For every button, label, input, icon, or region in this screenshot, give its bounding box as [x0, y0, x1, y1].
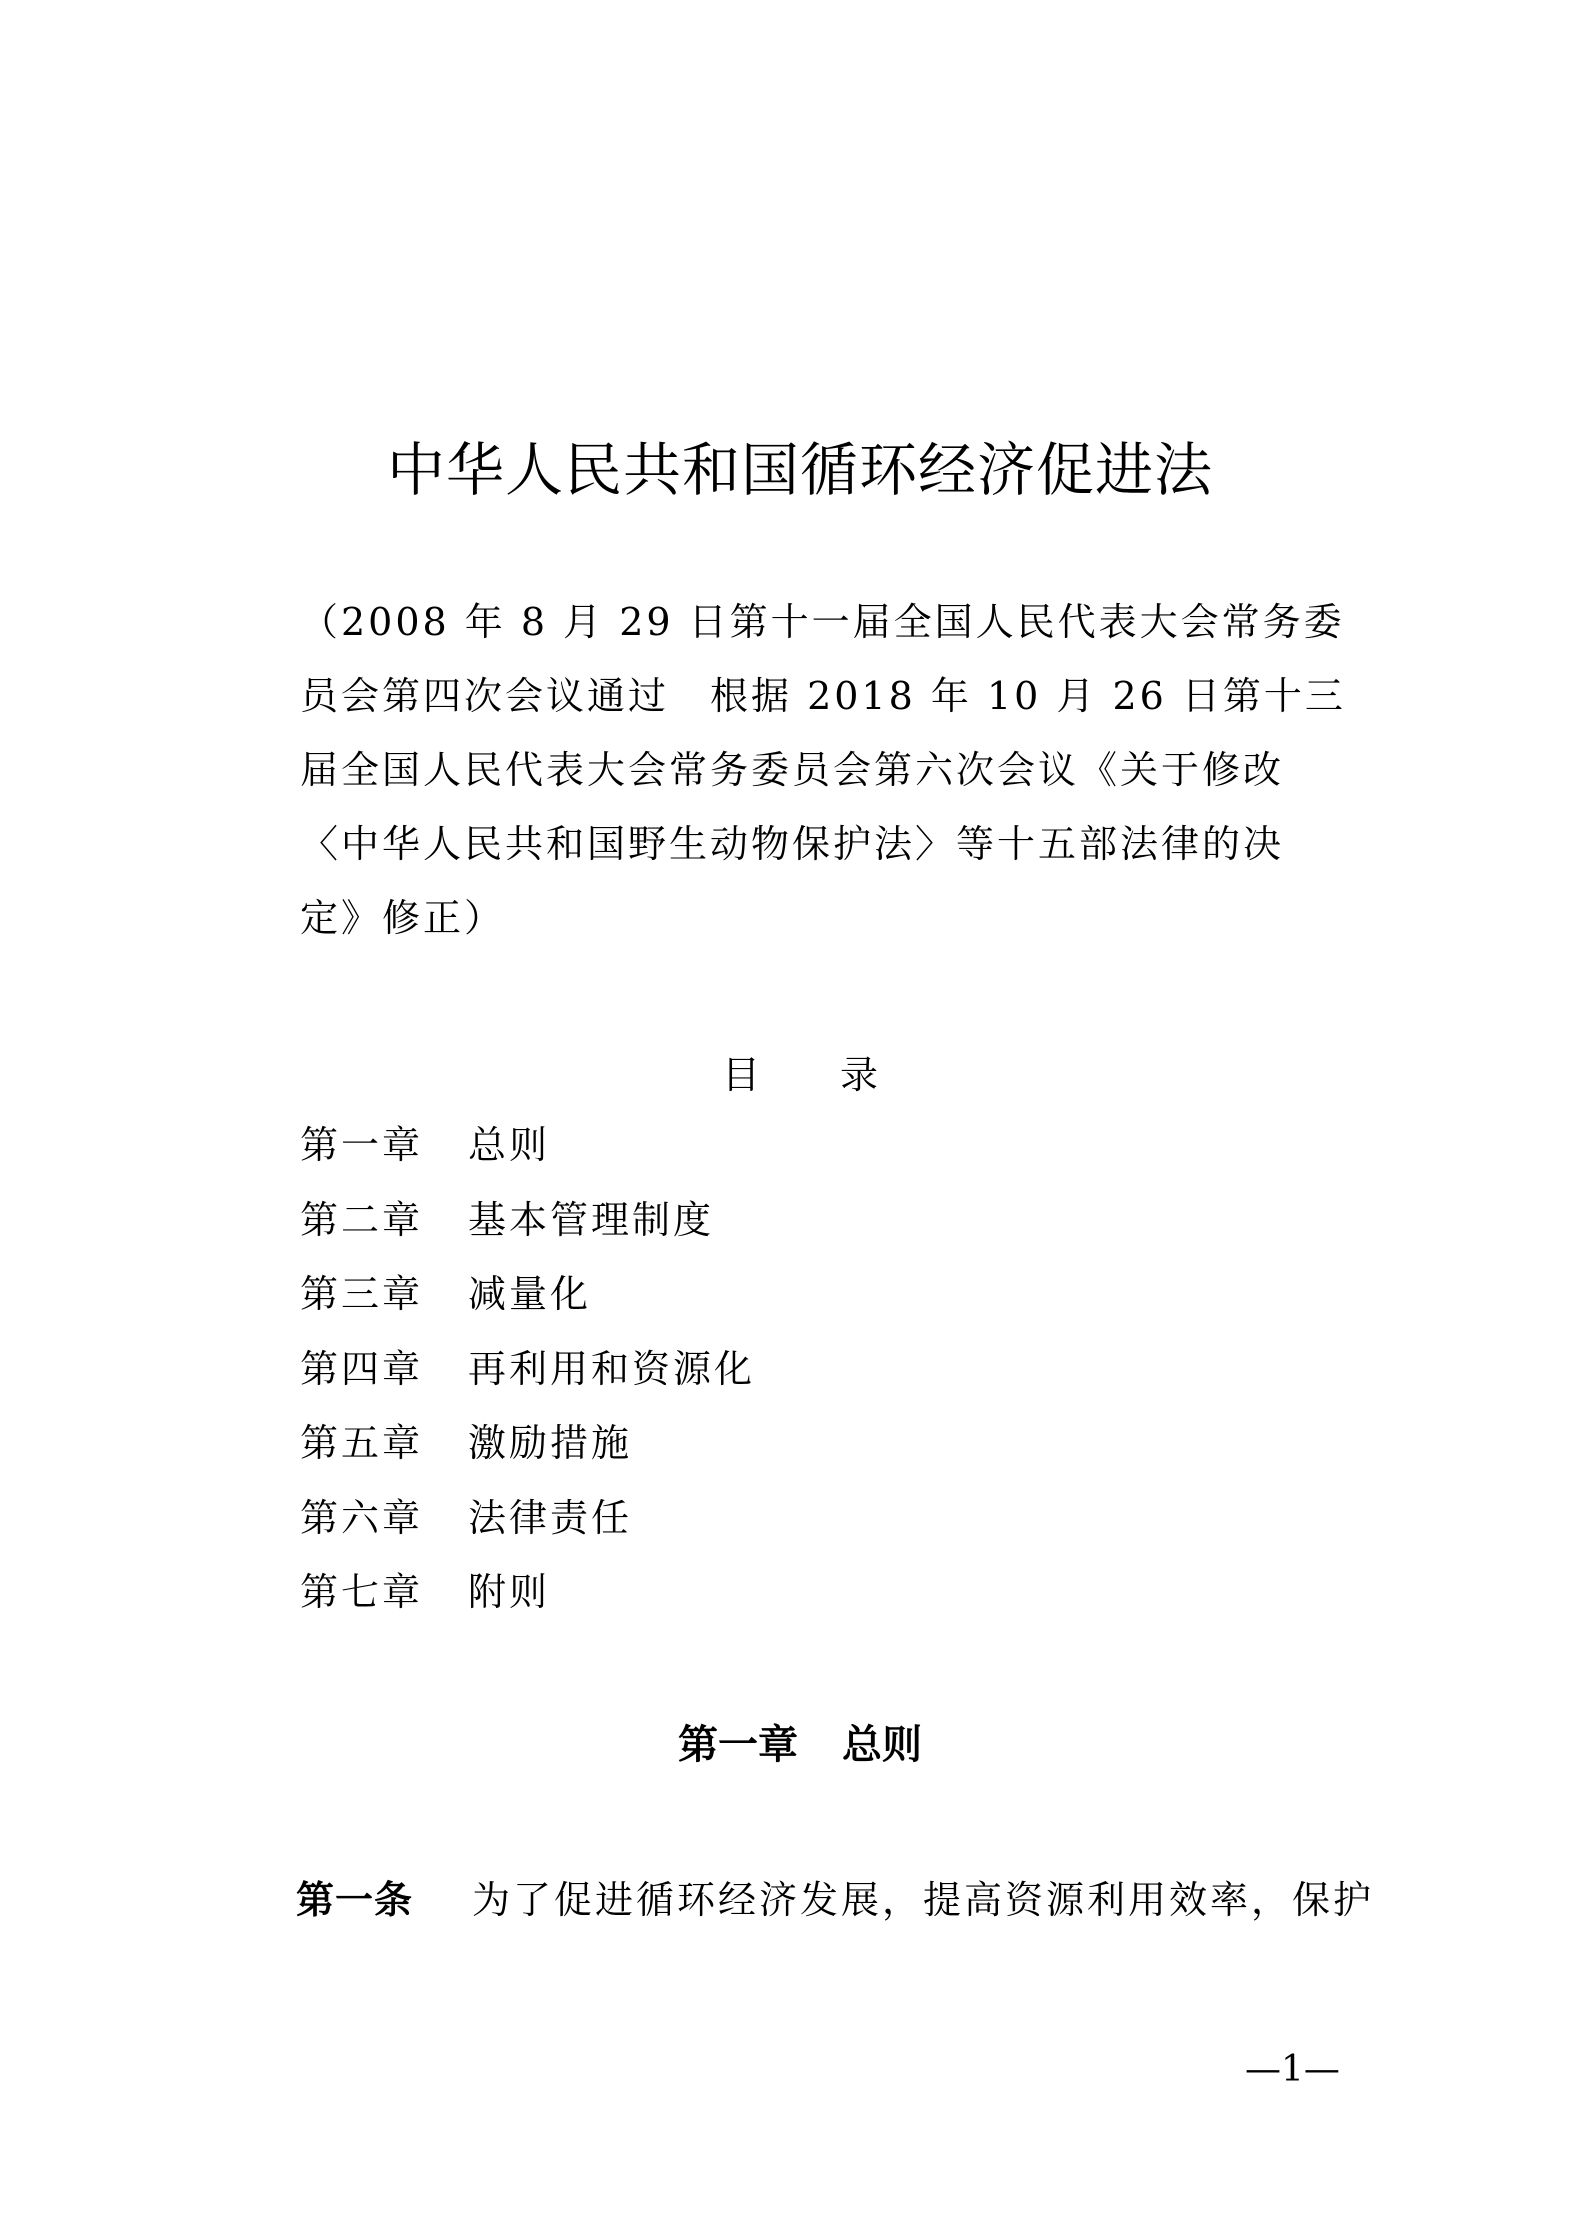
preamble-line: 定》修正）	[300, 896, 506, 940]
preamble-line: 〈中华人民共和国野生动物保护法〉等十五部法律的决	[300, 822, 1285, 866]
toc-chapter-title: 激励措施	[468, 1421, 633, 1465]
table-of-contents	[300, 1115, 1300, 1637]
toc-item	[300, 1562, 1300, 1637]
article-number: 第一条	[296, 1878, 414, 1922]
preamble-line: （2008 年 8 月 29 日第十一届全国人民代表大会常务委	[300, 600, 1345, 644]
preamble-line: 员会第四次会议通过 根据 2018 年 10 月 26 日第十三	[300, 674, 1346, 718]
toc-item	[300, 1413, 1300, 1488]
toc-heading-char: 目	[721, 1053, 760, 1097]
toc-chapter-number: 第七章	[300, 1570, 424, 1614]
toc-chapter-title: 再利用和资源化	[468, 1346, 756, 1391]
chapter-number: 第一章	[678, 1722, 798, 1768]
document-title: 中华人民共和国循环经济促进法	[386, 436, 1213, 504]
chapter-heading	[300, 1715, 1300, 1775]
article-paragraph	[296, 1870, 1396, 1930]
toc-chapter-title: 减量化	[468, 1272, 592, 1316]
toc-heading-char: 录	[840, 1053, 879, 1097]
toc-item	[300, 1190, 1300, 1265]
toc-chapter-title: 基本管理制度	[468, 1197, 715, 1242]
toc-chapter-number: 第三章	[300, 1272, 424, 1316]
toc-heading	[300, 1045, 1300, 1105]
toc-chapter-number: 第二章	[300, 1197, 424, 1242]
preamble	[300, 585, 1346, 955]
preamble-line: 届全国人民代表大会常务委员会第六次会议《关于修改	[300, 748, 1285, 792]
toc-chapter-number: 第六章	[300, 1495, 424, 1540]
toc-chapter-number: 第五章	[300, 1421, 424, 1465]
page-number: —1—	[1245, 2049, 1340, 2090]
toc-item	[300, 1115, 1300, 1190]
toc-item	[300, 1339, 1300, 1414]
article-text: 为了促进循环经济发展，提高资源利用效率，保护	[472, 1878, 1375, 1922]
toc-item	[300, 1488, 1300, 1563]
toc-item	[300, 1264, 1300, 1339]
toc-chapter-number: 第四章	[300, 1346, 424, 1391]
chapter-title: 总则	[842, 1722, 922, 1768]
toc-chapter-title: 附则	[468, 1570, 551, 1614]
toc-chapter-title: 总则	[468, 1123, 551, 1167]
toc-chapter-title: 法律责任	[468, 1495, 633, 1540]
toc-chapter-number: 第一章	[300, 1123, 424, 1167]
